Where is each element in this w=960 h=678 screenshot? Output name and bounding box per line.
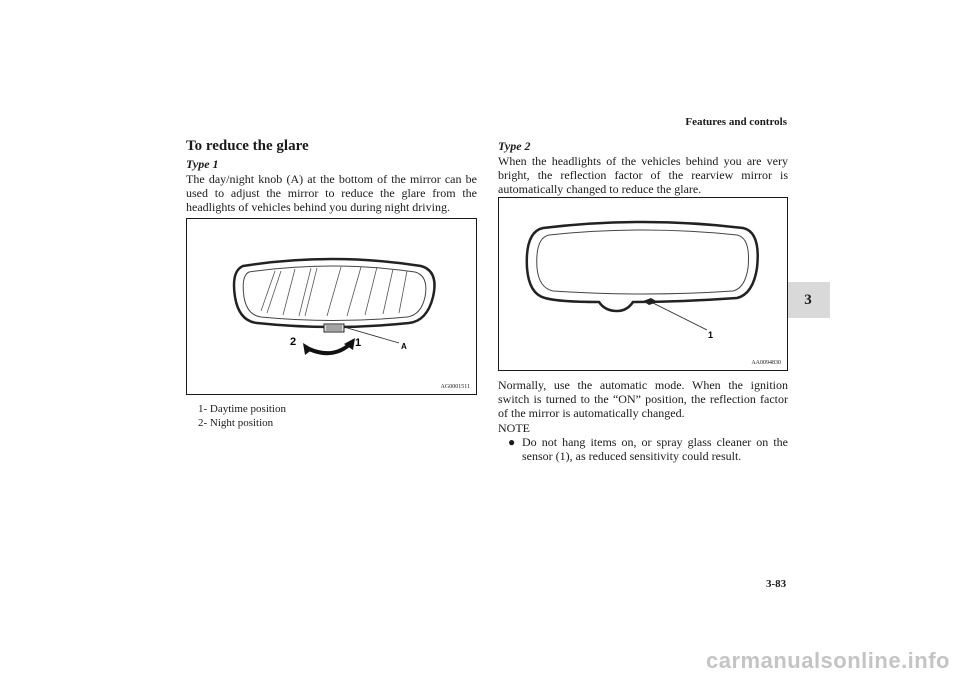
type1-label: Type 1 — [186, 157, 219, 171]
figure-id: AG0001511 — [440, 384, 470, 390]
figure-label-a: A — [401, 342, 407, 351]
auto-dimming-mirror-illustration — [499, 198, 787, 370]
legend-item-daytime: 1- Daytime position — [198, 403, 286, 415]
note-bullet: ● — [508, 435, 516, 449]
sensor-label-1: 1 — [708, 330, 714, 340]
watermark: carmanualsonline.info — [706, 648, 950, 673]
manual-mirror-illustration — [187, 219, 476, 394]
note-text: Do not hang items on, or spray glass cleaner on the sensor (1), as reduced sensitivity could result. — [522, 435, 788, 463]
mirror-figure-type1 — [186, 218, 477, 395]
type2-label: Type 2 — [498, 139, 531, 153]
mirror-figure-type2 — [498, 197, 788, 371]
chapter-tab: 3 — [786, 282, 830, 318]
section-header: Features and controls — [685, 116, 787, 128]
auto-mode-text: Normally, use the automatic mode. When the ignition switch is turned to the “ON” position, the reflection factor of the mirror is automatically changed. — [498, 378, 788, 420]
type1-description: The day/night knob (A) at the bottom of the mirror can be used to adjust the mirror to reduce the glare from the headlights of vehicles behind you during night driving. — [186, 172, 477, 214]
figure-legend — [198, 402, 286, 430]
legend-item-night: 2- Night position — [198, 417, 274, 429]
type2-description: When the headlights of the vehicles behind you are very bright, the reflection factor of the rearview mirror is automatically changed to reduce the glare. — [498, 154, 788, 196]
page-number: 3-83 — [766, 578, 787, 590]
figure-label-2: 2 — [290, 336, 297, 348]
note-label: NOTE — [498, 421, 530, 435]
figure-id: AA0094830 — [751, 360, 781, 366]
section-heading: To reduce the glare — [186, 138, 309, 154]
figure-label-1: 1 — [355, 337, 362, 349]
